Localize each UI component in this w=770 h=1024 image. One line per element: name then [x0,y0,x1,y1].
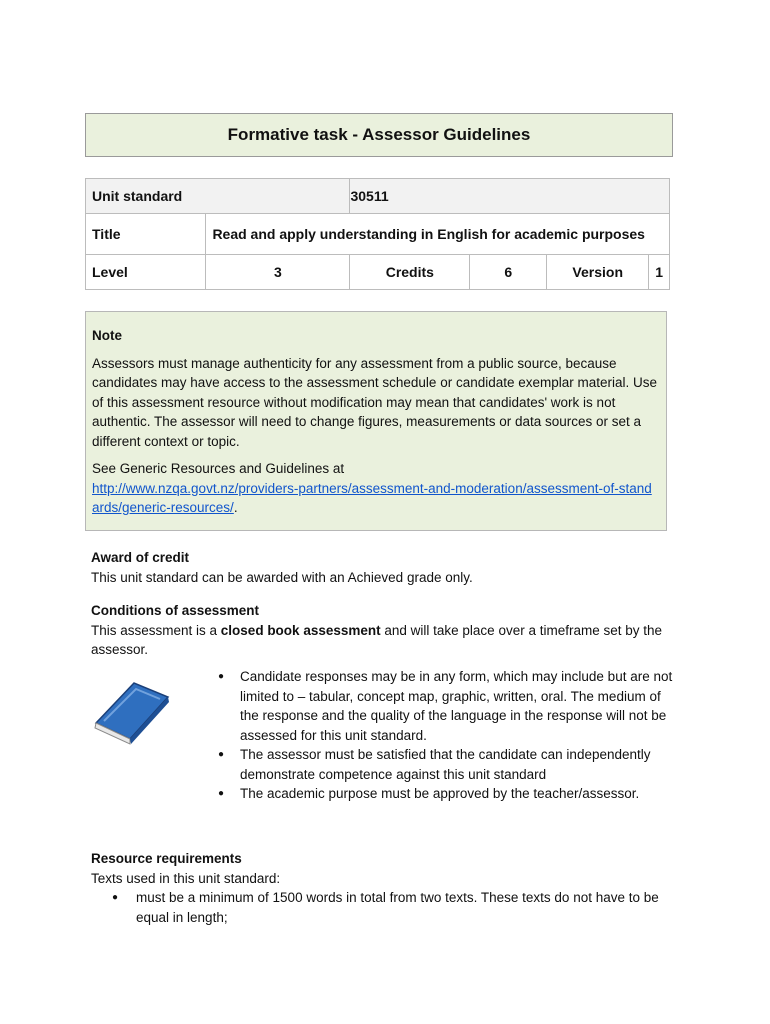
generic-resources-link[interactable]: http://www.nzqa.govt.nz/providers-partners/assessment-and-moderation/assessment-of-standards/generic-resources/ [92,480,652,515]
conditions-text [91,621,686,660]
page-title: Formative task - Assessor Guidelines [85,113,673,157]
level-value: 3 [206,255,350,290]
list-item: ● The academic purpose must be approved by the teacher/assessor. [218,784,673,804]
book-icon [90,675,174,745]
note-heading: Note [92,328,122,343]
title-label: Title [86,214,206,255]
table-row [86,255,670,290]
credits-label: Credits [350,255,470,290]
credits-value: 6 [470,255,547,290]
version-value: 1 [649,255,670,290]
conditions-text-end: and will take place over a timeframe set by the assessor. [91,622,663,657]
resources-section [91,849,691,888]
note-see-text: See Generic Resources and Guidelines at [92,461,345,476]
list-item: ● The assessor must be satisfied that the candidate can independently demonstrate competence against this unit standard [218,745,673,784]
table-row [86,179,670,214]
conditions-heading: Conditions of assessment [91,603,260,618]
unit-standard-value: 30511 [350,179,670,214]
note-see-paragraph [92,459,658,518]
award-heading: Award of credit [91,550,190,565]
level-label: Level [86,255,206,290]
closed-book-emphasis: closed book assessment [220,622,381,638]
resources-list [112,888,682,927]
note-paragraph: Assessors must manage authenticity for any assessment from a public source, because candidates may have access to the assessment schedule or candidate exemplar material. Use of this assessment resource without modification may mean that candidates' work is not authentic. The assessor will need to change figures, measurements or data sources or set a different context or topic. [92,355,658,449]
award-section [91,548,691,587]
award-text: This unit standard can be awarded with an Achieved grade only. [91,569,473,585]
list-item: ● Candidate responses may be in any form, which may include but are not limited to – tabular, concept map, graphic, written, oral. The medium of the response and the quality of the language in the response will not be assessed for this unit standard. [218,667,673,745]
resources-heading: Resource requirements [91,851,242,866]
conditions-section [91,601,686,660]
conditions-list [218,667,673,804]
link-suffix: . [233,500,238,515]
resources-intro: Texts used in this unit standard: [91,870,281,886]
title-value: Read and apply understanding in English for academic purposes [206,214,670,255]
version-label: Version [547,255,649,290]
note-box [85,311,667,531]
conditions-text-start: This assessment is a [91,622,221,638]
unit-standard-label: Unit standard [86,179,350,214]
unit-info-table [85,178,670,290]
list-item: ● must be a minimum of 1500 words in total from two texts. These texts do not have to be equal in length; [112,888,682,927]
table-row [86,214,670,255]
